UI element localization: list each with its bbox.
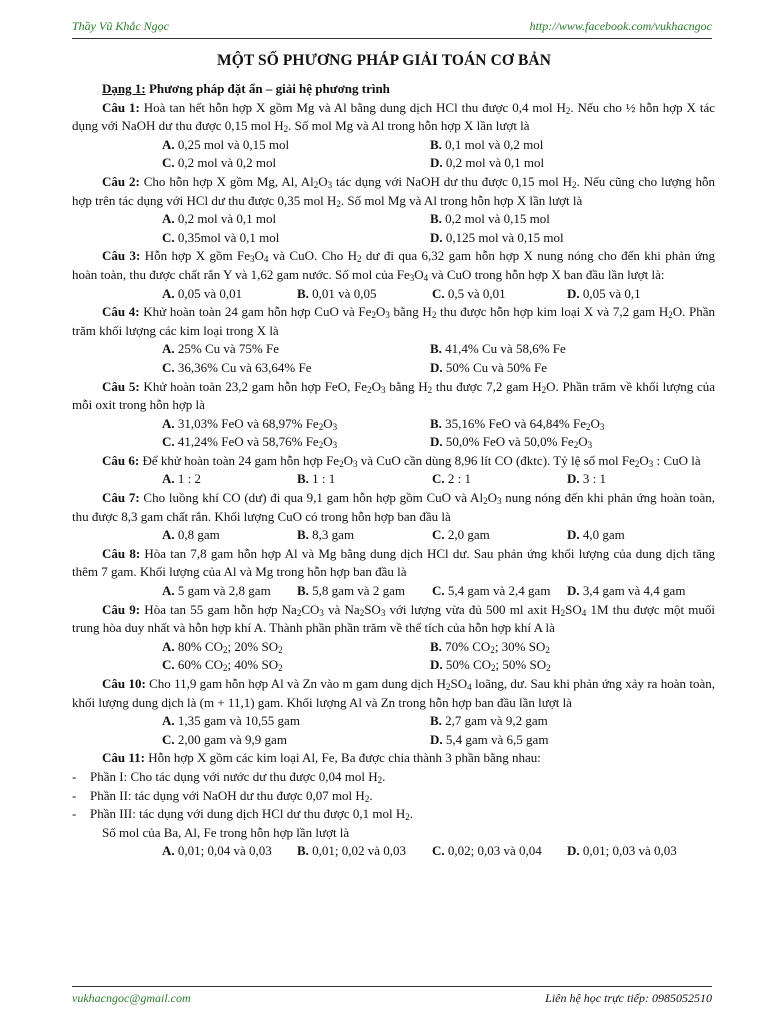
- question-3: Câu 3: Hỗn hợp X gồm $Fe_3O_4$ và CuO. Cho $H_2$ dư đi qua 6,32 gam hỗn hợp X nung nóng cho đến khi phản ứng hoàn toàn, thu được chất rắn Y và 1,62 gam nước. Số mol của $Fe_3O_4$ và CuO trong hỗn hợp X ban đầu lần lượt là:: [72, 248, 715, 283]
- answer-row: A. 0,25 mol và 0,15 mol B. 0,1 mol và 0,2 mol: [162, 136, 544, 152]
- answer-row: C. 60% $CO_2$; 40% $SO_2$ D. 50% $CO_2$; 50% $SO_2$: [162, 657, 551, 674]
- page-header: [72, 16, 712, 39]
- question-10: Câu 10: Cho 11,9 gam hỗn hợp Al và Zn vào m gam dung dịch $H_2SO_4$ loãng, dư. Sau khi phản ứng xảy ra hoàn toàn, khối lượng dung dịch là (m + 11,1) gam. Khối lượng Al và Zn trong hỗn hợp ban đầu lần lượt là: [72, 676, 715, 710]
- header-link[interactable]: http://www.facebook.com/vukhacngoc: [529, 19, 712, 33]
- question-1: Câu 1: Hoà tan hết hỗn hợp X gồm Mg và Al bằng dung dịch HCl thu được 0,4 mol $H_2$. Nếu cho ½ hỗn hợp X tác dụng với NaOH dư thu được 0,15 mol $H_2$. Số mol Mg và Al trong hỗn hợp X lần lượt là: [72, 99, 716, 135]
- answer-row: C. 36,36% Cu và 63,64% Fe D. 50% Cu và 50% Fe: [162, 359, 547, 375]
- question-5: Câu 5: Khử hoàn toàn 23,2 gam hỗn hợp FeO, $Fe_2O_3$ bằng $H_2$ thu được 7,2 gam $H_2O$. Phần trăm về khối lượng của mỗi oxit trong hỗn hợp là: [72, 378, 715, 413]
- question-11: Câu 11: Hỗn hợp X gồm các kim loại Al, Fe, Ba được chia thành 3 phần bằng nhau:: [102, 750, 541, 766]
- answer-row: A. 5 gam và 2,8 gam B. 5,8 gam và 2 gam C. 5,4 gam và 2,4 gam D. 3,4 gam và 4,4 gam: [162, 583, 686, 599]
- answer-row: C. 2,00 gam và 9,9 gam D. 5,4 gam và 6,5 gam: [162, 731, 549, 747]
- question-9: Câu 9: Hòa tan 55 gam hỗn hợp $Na_2CO_3$ và $Na_2SO_3$ với lượng vừa đủ 500 ml axit $H_2SO_4$ 1M thu được một muối trung hòa duy nhất và hỗn hợp khí A. Thành phần phần trăm về thể tích của hỗn hợp khí A là: [72, 601, 715, 636]
- question-7: Câu 7: Cho luồng khí CO (dư) đi qua 9,1 gam hỗn hợp gồm CuO và $Al_2O_3$ nung nóng đến khi phản ứng hoàn toàn, thu được 8,3 gam chất rắn. Khối lượng CuO có trong hỗn hợp ban đầu là: [72, 490, 715, 524]
- answer-row: A. 0,2 mol và 0,1 mol B. 0,2 mol và 0,15 mol: [162, 211, 550, 227]
- page-title: MỘT SỐ PHƯƠNG PHÁP GIẢI TOÁN CƠ BẢN: [216, 52, 552, 69]
- footer-email[interactable]: vukhacngoc@gmail.com: [72, 991, 191, 1005]
- question-6: Câu 6: Để khử hoàn toàn 24 gam hỗn hợp $Fe_2O_3$ và CuO cần dùng 8,96 lít CO (đktc). Tỷ lệ số mol $Fe_2O_3$ : CuO là: [102, 452, 701, 469]
- list-item: - Phần III: tác dụng với dung dịch HCl dư thu được 0,1 mol $H_2$.: [72, 806, 413, 823]
- question-8: Câu 8: Hòa tan 7,8 gam hỗn hợp Al và Mg bằng dung dịch HCl dư. Sau phản ứng khối lượng của dung dịch tăng thêm 7 gam. Khối lượng của Al và Mg trong hỗn hợp ban đầu là: [72, 545, 715, 580]
- answer-row: C. 0,2 mol và 0,2 mol D. 0,2 mol và 0,1 mol: [162, 155, 545, 171]
- answer-row: A. 1 : 2 B. 1 : 1 C. 2 : 1 D. 3 : 1: [162, 471, 607, 487]
- question-4: Câu 4: Khử hoàn toàn 24 gam hỗn hợp CuO và $Fe_2O_3$ bằng $H_2$ thu được hỗn hợp kim loại X và 7,2 gam $H_2O$. Phần trăm khối lượng các kim loại trong X là: [72, 304, 716, 338]
- page-footer: [72, 986, 712, 1009]
- answer-row: A. 0,8 gam B. 8,3 gam C. 2,0 gam D. 4,0 gam: [162, 527, 625, 543]
- document-body: [72, 80, 715, 861]
- list-item: - Phần II: tác dụng với NaOH dư thu được 0,07 mol $H_2$.: [72, 787, 373, 804]
- question-2: Câu 2: Cho hỗn hợp X gồm Mg, Al, $Al_2O_3$ tác dụng với NaOH dư thu được 0,15 mol $H_2$. Nếu cũng cho lượng hỗn hợp trên tác dụng với HCl dư thu được 0,35 mol $H_2$. Số mol Mg và Al trong hỗn hợp X lần lượt là: [72, 173, 715, 209]
- answer-row: A. 1,35 gam và 10,55 gam B. 2,7 gam và 9,2 gam: [162, 713, 548, 729]
- answer-row: C. 0,35mol và 0,1 mol D. 0,125 mol và 0,15 mol: [162, 229, 564, 245]
- answer-row: A. 31,03% FeO và 68,97% $Fe_2O_3$ B. 35,16% FeO và 64,84% $Fe_2O_3$: [162, 415, 605, 432]
- answer-row: C. 41,24% FeO và 58,76% $Fe_2O_3$ D. 50,0% FeO và 50,0% $Fe_2O_3$: [162, 434, 593, 451]
- answer-row: A. 0,01; 0,04 và 0,03 B. 0,01; 0,02 và 0,03 C. 0,02; 0,03 và 0,04 D. 0,01; 0,03 và 0,03: [162, 843, 677, 859]
- list-item: - Phần I: Cho tác dụng với nước dư thu được 0,04 mol $H_2$.: [72, 768, 386, 785]
- answer-row: A. 0,05 và 0,01 B. 0,01 và 0,05 C. 0,5 và 0,01 D. 0,05 và 0,1: [162, 285, 641, 301]
- question-11-prompt: Số mol của Ba, Al, Fe trong hỗn hợp lần lượt là: [102, 824, 350, 840]
- header-author: Thầy Vũ Khắc Ngọc: [72, 19, 169, 33]
- answer-row: A. 80% $CO_2$; 20% $SO_2$ B. 70% $CO_2$; 30% $SO_2$: [162, 638, 550, 655]
- footer-contact: Liên hệ học trực tiếp: 0985052510: [545, 991, 712, 1005]
- section-heading: Dạng 1: Phương pháp đặt ẩn – giải hệ phương trình: [102, 81, 390, 96]
- answer-row: A. 25% Cu và 75% Fe B. 41,4% Cu và 58,6% Fe: [162, 341, 566, 357]
